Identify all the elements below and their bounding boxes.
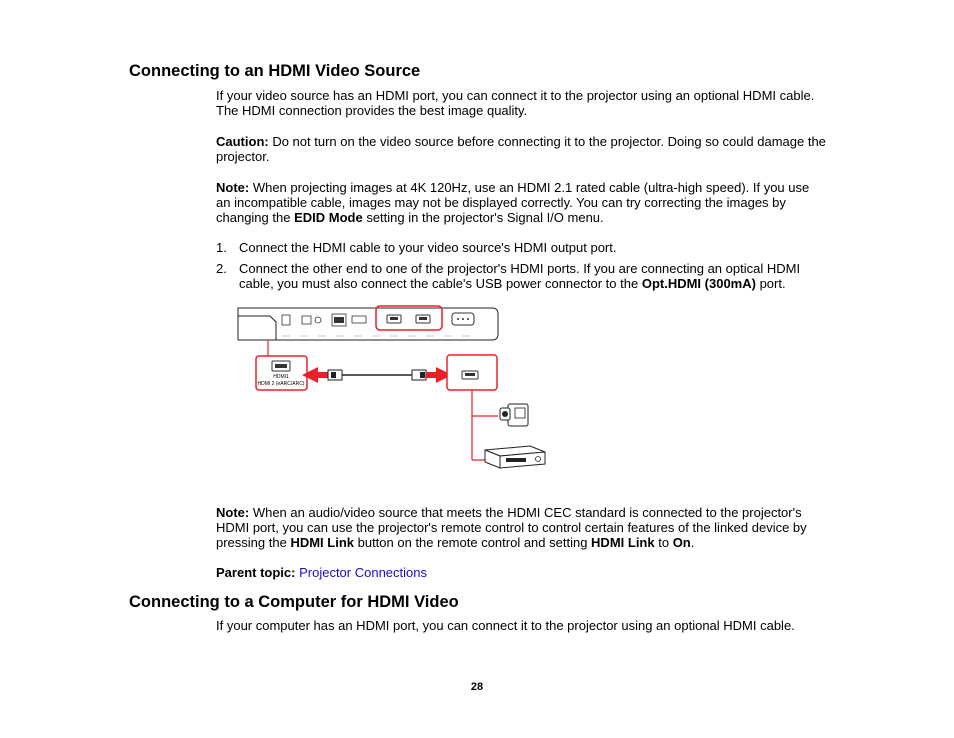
step-text-part: Connect the other end to one of the projector's HDMI ports. If you are connecting an optical HDMI cable, you must also connect the cable's USB power connector to the	[239, 261, 801, 291]
section-title-computer-hdmi-video: Connecting to a Computer for HDMI Video	[129, 593, 459, 611]
note-label: Note:	[216, 505, 250, 520]
section-title-hdmi-video-source: Connecting to an HDMI Video Source	[129, 62, 421, 80]
note-label: Note:	[216, 180, 250, 195]
caution-label: Caution:	[216, 134, 269, 149]
camcorder-icon	[500, 404, 528, 426]
note-text: When an audio/video source that meets the HDMI CEC standard is connected to the projector's HDMI port, you can use the projector's remote control to control certain features of the linked device by pressing the	[216, 505, 807, 550]
hdmi-port-callout	[256, 340, 307, 390]
hdmi-port-label-2: HDMI 2 (eARC/ARC)	[257, 381, 305, 387]
hdmi-link-term: HDMI Link	[290, 535, 354, 550]
note-text: When projecting images at 4K 120Hz, use an HDMI 2.1 rated cable (ultra-high speed). If you use an incompatible cable, images may not be displayed correctly. You can try correcting the images by changing the	[216, 180, 810, 225]
step-text: Connect the HDMI cable to your video source's HDMI output port.	[239, 240, 617, 255]
edid-mode-term: EDID Mode	[294, 210, 363, 225]
caution-text: Do not turn on the video source before connecting it to the projector. Doing so could damage the projector.	[216, 134, 826, 164]
note-paragraph-2	[216, 505, 826, 550]
step-number: 2.	[216, 261, 227, 276]
hdmi-connection-diagram	[230, 298, 560, 473]
on-term: On	[672, 535, 691, 550]
note-text: button on the remote control and setting	[354, 535, 592, 550]
step-text-part: port.	[755, 276, 786, 291]
parent-topic	[216, 565, 826, 580]
step-text	[239, 261, 829, 291]
hdmi-link-term: HDMI Link	[591, 535, 655, 550]
source-hdmi-port-callout	[447, 355, 498, 460]
note-text: to	[654, 535, 673, 550]
projector-connections-link[interactable]: Projector Connections	[299, 565, 427, 580]
opt-hdmi-port-term: Opt.HDMI (300mA)	[641, 276, 756, 291]
note-paragraph-1	[216, 180, 826, 225]
note-text: setting in the projector's Signal I/O menu.	[362, 210, 604, 225]
parent-topic-label: Parent topic:	[216, 565, 296, 580]
media-player-icon	[485, 446, 545, 468]
page-number: 28	[470, 681, 484, 693]
projector-rear-panel	[238, 306, 498, 340]
intro-paragraph: If your video source has an HDMI port, you can connect it to the projector using an optional HDMI cable. The HDMI connection provides the best image quality.	[216, 88, 815, 118]
section2-intro-paragraph: If your computer has an HDMI port, you can connect it to the projector using an optional HDMI cable.	[216, 618, 795, 633]
hdmi-cable	[302, 367, 452, 383]
caution-paragraph	[216, 134, 826, 164]
note-text: .	[690, 535, 695, 550]
hdmi-port-label-1: HDMI1	[273, 374, 289, 380]
step-number: 1.	[216, 240, 227, 255]
